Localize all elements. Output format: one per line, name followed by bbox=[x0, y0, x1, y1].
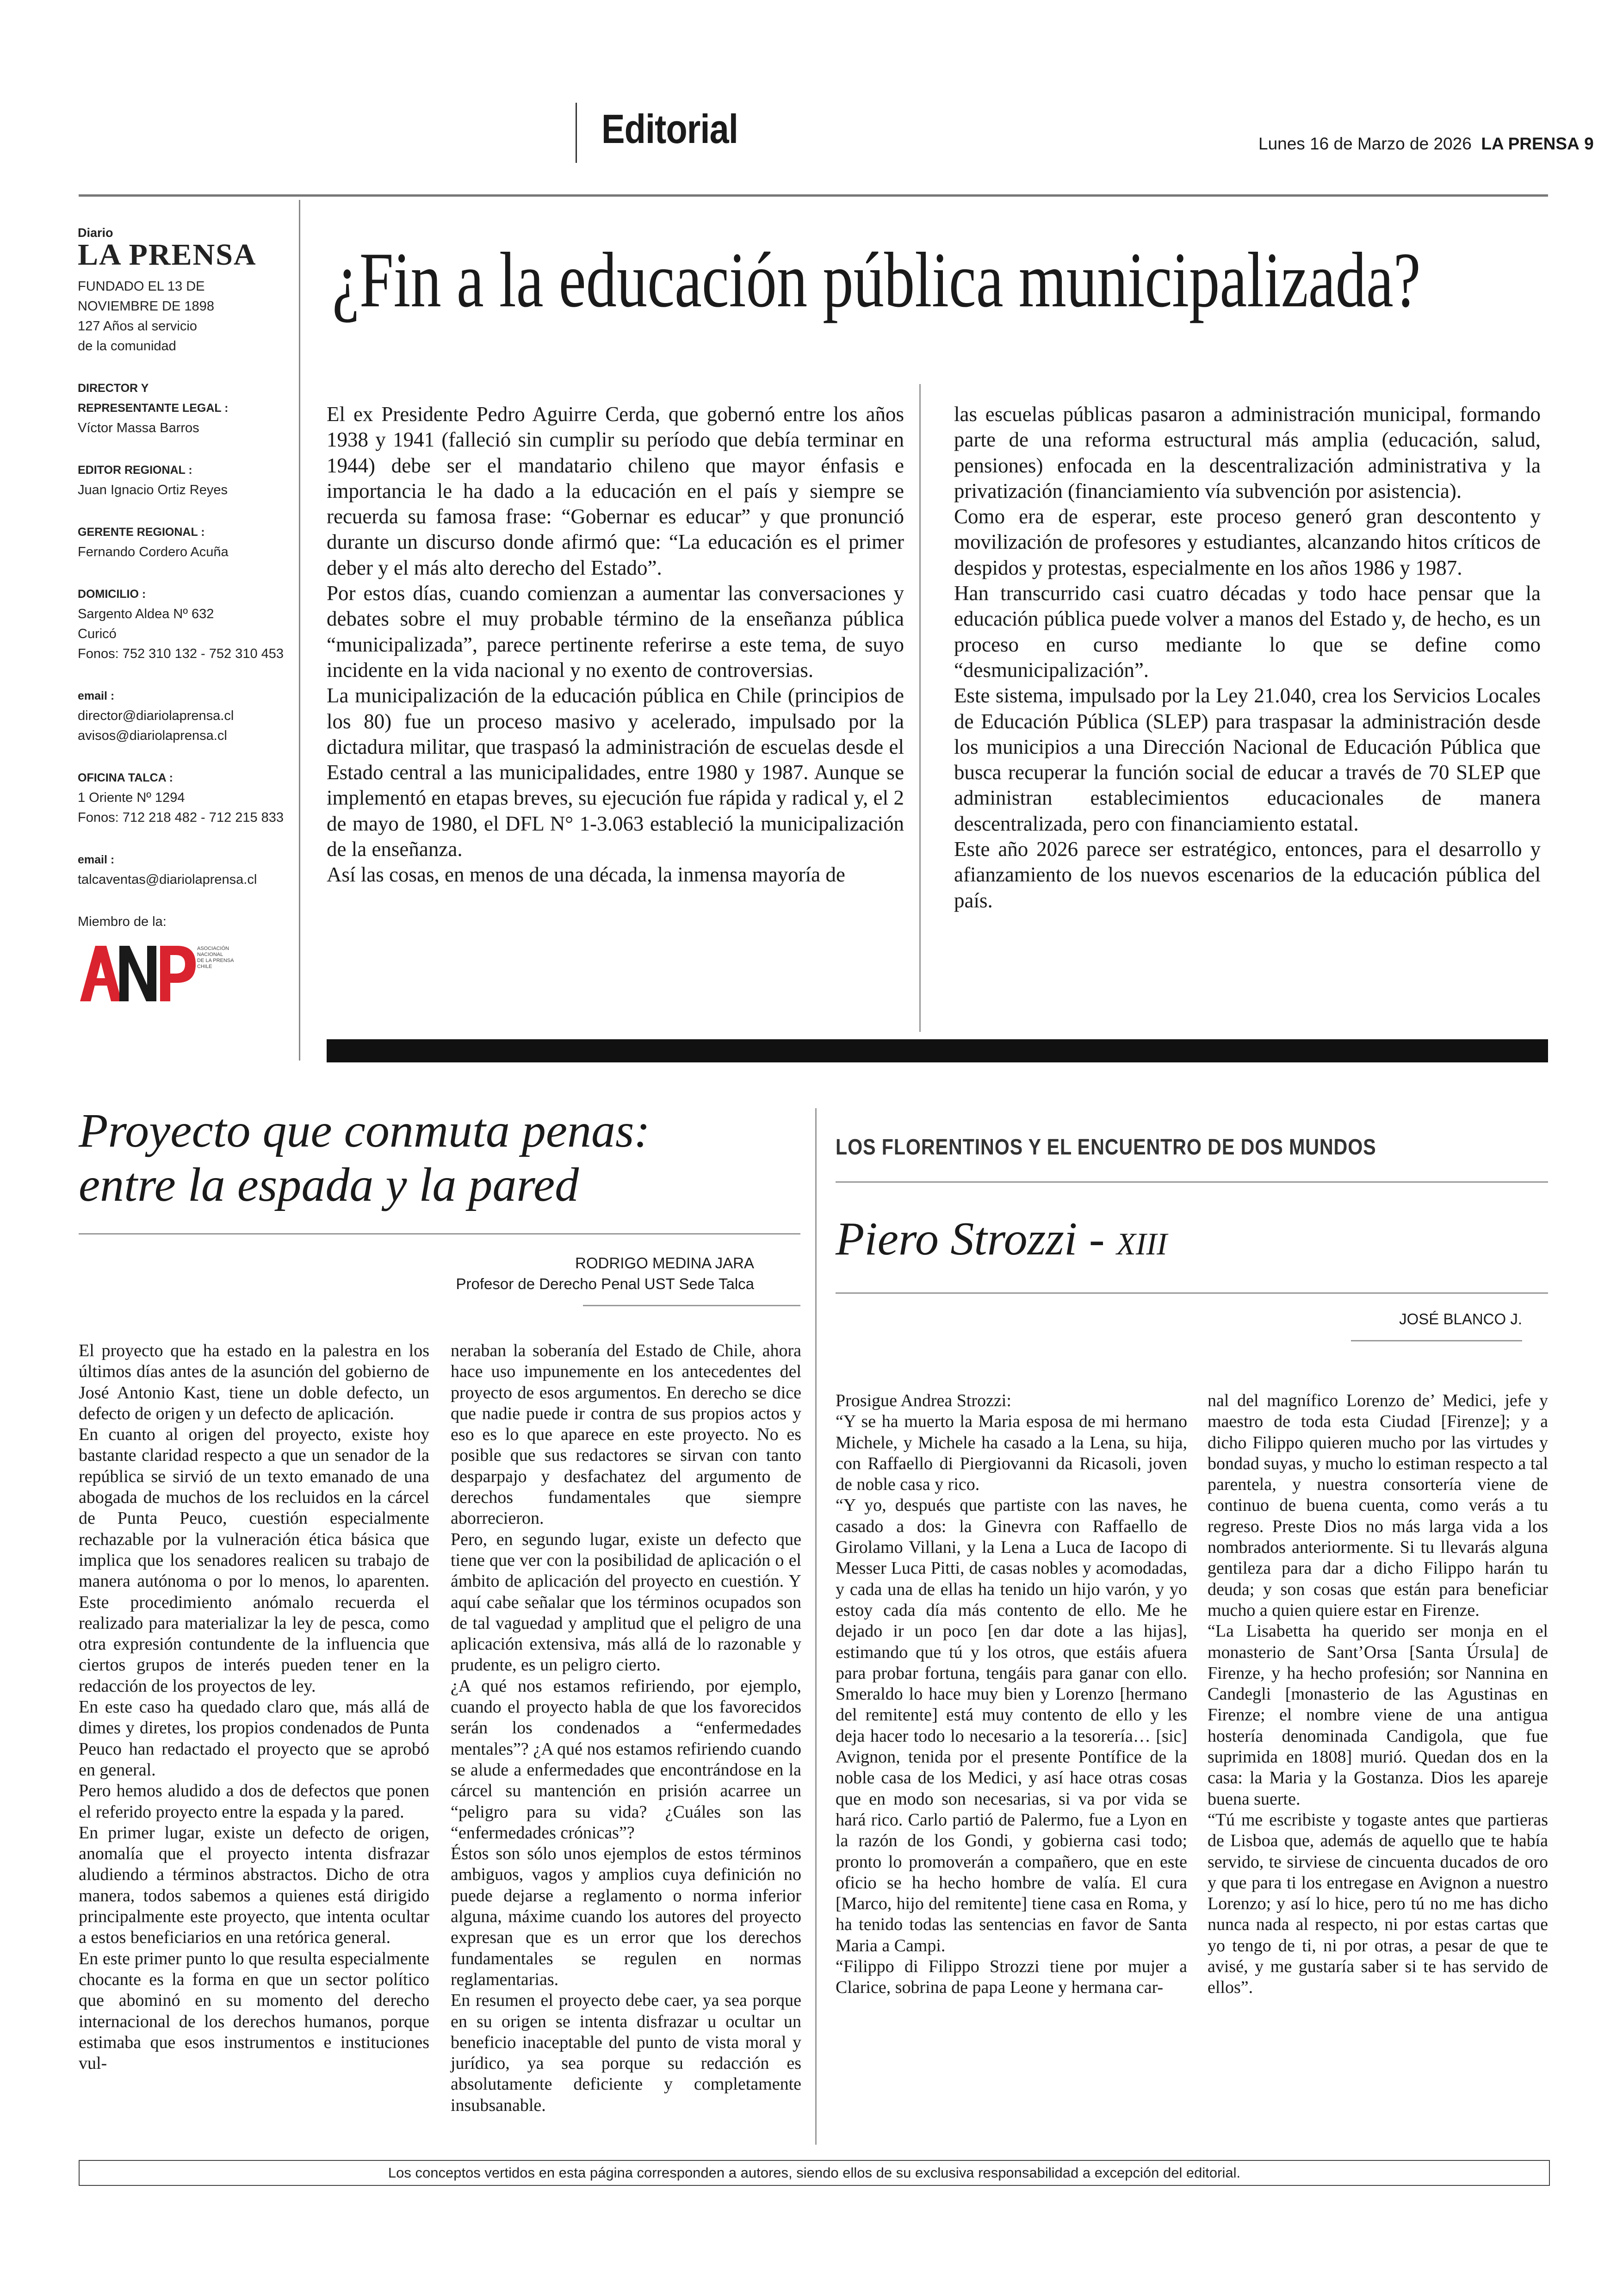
masthead-director bbox=[78, 379, 291, 438]
header-divider-vertical bbox=[576, 103, 577, 163]
editorial-paragraph: La municipalización de la educación pública en Chile (principios de los 80) fue un proceso masivo y acelerado, impulsado por la dictadura militar, que traspasó la administración de escuelas desde el Estado central a las municipalidades, entre 1980 y 1987. Aunque se implementó en etapas breves, su ejecución fue rápida y radical y, el 2 de mayo de 1980, el DFL N° 1-3.063 estableció la municipalización de la enseñanza. bbox=[327, 684, 904, 861]
editorial-paragraph: Por estos días, cuando comienzan a aumentar las conversaciones y debates sobre el muy probable término de la enseñanza pública “municipalizada”, parece pertinente referirse a este tema, de suyo incidente en la vida nacional y no exento de controversias. bbox=[327, 582, 904, 682]
address-line: Fonos: 752 310 132 - 752 310 453 bbox=[78, 646, 284, 661]
masthead-manager bbox=[78, 522, 291, 562]
editorial-paragraph: Este sistema, impulsado por la Ley 21.040, crea los Servicios Locales de Educación Pública (SLEP) para traspasar la administración desde los municipios a una Dirección Nacional de Educación Pública que busca recuperar la función social de educar a través de 70 SLEP que administran establecimientos educacionales de manera descentralizada, pero con financiamiento estatal. bbox=[954, 684, 1541, 835]
article-left-paragraph: Éstos son sólo unos ejemplos de estos términos ambiguos, vagos y amplios cuya definición no puede dejarse a reglamento o norma inferior alguna, máxime cuando los autores del proyecto expresan que es un error que los derechos fundamentales se regulen en normas reglamentarias. bbox=[451, 1844, 801, 1989]
article-left-title-line: entre la espada y la pared bbox=[79, 1158, 579, 1211]
article-right-paragraph: “Y se ha muerto la Maria esposa de mi hermano Michele, y Michele ha casado a la Lena, su hija, con Raffaello di Piergiovanni da Ricasoli, joven de noble casa y rico. bbox=[836, 1412, 1187, 1495]
email-address[interactable]: avisos@diariolaprensa.cl bbox=[78, 728, 227, 743]
anp-logo bbox=[78, 941, 291, 1011]
header-rule bbox=[79, 194, 1548, 197]
email2-address[interactable]: talcaventas@diariolaprensa.cl bbox=[78, 872, 257, 887]
masthead-logo: LA PRENSA bbox=[78, 238, 257, 272]
editorial-paragraph: Este año 2026 parece ser estratégico, entonces, para el desarrollo y afianzamiento de los nuevos escenarios de la educación pública del país. bbox=[954, 838, 1541, 912]
editorial-column-1 bbox=[327, 402, 904, 888]
address-line: Curicó bbox=[78, 627, 117, 641]
anp-text bbox=[197, 946, 234, 970]
address-line: Sargento Aldea Nº 632 bbox=[78, 607, 214, 621]
article-left-byline-rule bbox=[583, 1305, 800, 1306]
article-right-kicker-rule bbox=[836, 1181, 1548, 1183]
article-right-kicker: LOS FLORENTINOS Y EL ENCUENTRO DE DOS MUNDOS bbox=[836, 1135, 1376, 1160]
article-left-author: RODRIGO MEDINA JARA bbox=[575, 1254, 754, 1272]
anp-logo-icon bbox=[78, 941, 217, 1006]
masthead-editor bbox=[78, 460, 291, 500]
email-address[interactable]: director@diariolaprensa.cl bbox=[78, 708, 234, 723]
article-right-paragraph: “La Lisabetta ha querido ser monja en el monasterio de Sant’Orsa [Santa Úrsula] de Firenze, y ha hecho profesión; sor Nannina en Candegli [monasterio de las Agustinas en Firenze; el nombre viene de una antigua hostería denominada Candigola, que fue suprimida en 1808] murió. Quedan dos en la casa: la Maria y la Gostanza. Dios les apareje buena suerte. bbox=[1208, 1621, 1548, 1809]
article-left-paragraph: En cuanto al origen del proyecto, existe hoy bastante claridad respecto a que un senador de la república se sirvió de un texto emanado de una abogada de muchos de los recluidos en la cárcel de Punta Peuco, cuestión especialmente rechazable por la vulneración ética básica que implica que los senadores realicen su trabajo de manera autónoma o por lo menos, lo aparenten. Este procedimiento anómalo recuerda el realizado para materializar la ley de pesca, como otra expresión contundente de la influencia que ciertos grupos de interés pueden tener en la redacción de los proyectos de ley. bbox=[79, 1425, 429, 1696]
director-label: REPRESENTANTE LEGAL : bbox=[78, 402, 229, 415]
article-right-title bbox=[836, 1211, 1167, 1272]
manager-label: GERENTE REGIONAL : bbox=[78, 526, 205, 539]
section-title: Editorial bbox=[601, 106, 738, 152]
director-name: Víctor Massa Barros bbox=[78, 421, 199, 435]
anp-text-line: NACIONAL bbox=[197, 952, 223, 957]
article-left-paragraph: El proyecto que ha estado en la palestra en los últimos días antes de la asunción del gobierno de José Antonio Kast, tiene un doble defecto, un defecto de origen y un defecto de aplicación. bbox=[79, 1341, 429, 1423]
article-left-title-rule bbox=[79, 1233, 800, 1235]
page-number: 9 bbox=[1584, 134, 1594, 153]
article-right-title-text: Piero Strozzi - bbox=[836, 1213, 1117, 1265]
editorial-paragraph: Han transcurrido casi cuatro décadas y todo hace pensar que la educación pública puede volver a manos del Estado y, de hecho, es un proceso en curso mediante lo que se define como “desmunicipalización”. bbox=[954, 582, 1541, 682]
article-left-byline bbox=[416, 1253, 754, 1294]
article-left-column-1 bbox=[79, 1340, 429, 2074]
masthead-email bbox=[78, 686, 291, 746]
article-right-byline-rule bbox=[1351, 1340, 1522, 1341]
article-left-author-role: Profesor de Derecho Penal UST Sede Talca bbox=[456, 1275, 754, 1292]
anp-text-line: ASOCIACIÓN bbox=[197, 946, 229, 951]
article-right-paragraph: nal del magnífico Lorenzo de’ Medici, jefe y maestro de toda esta Ciudad [Firenze]; y a dicho Filippo quieren mucho por las virtudes y bondad suyas, y mucho lo estiman respecto a tal parentela, y nuestra consortería viene de continuo de buena cuenta, como verás a tu regreso. Preste Dios no más larga vida a los nombrados anteriormente. Si tu llevarás alguna gentileza para dar a dicho Filippo harán tu deuda; y son cosas que están para beneficiar mucho a quien quiere estar en Firenze. bbox=[1208, 1391, 1548, 1620]
anp-text-line: DE LA PRENSA bbox=[197, 958, 234, 963]
founded-line: FUNDADO EL 13 DE bbox=[78, 279, 205, 294]
article-left-paragraph: En resumen el proyecto debe caer, ya sea porque en su origen se intenta disfrazar u ocultar un beneficio inaceptable del punto de vista moral y jurídico, ya sea porque su redacción es absolutamente deficiente y completamente insubsanable. bbox=[451, 1991, 801, 2115]
masthead-email2 bbox=[78, 850, 291, 890]
masthead-founded bbox=[78, 277, 291, 356]
article-left-paragraph: ¿A qué nos estamos refiriendo, por ejemplo, cuando el proyecto habla de que los favorecidos serán los condenados a “enfermedades mentales”? ¿A qué nos estamos refiriendo cuando se alude a enfermedades que encontrándose en la cárcel su mantención en prisión acarree un “peligro para su vida? ¿Cuáles son las “enfermedades crónicas”? bbox=[451, 1676, 801, 1843]
article-left-title bbox=[79, 1104, 800, 1212]
masthead bbox=[78, 226, 291, 1011]
masthead-talca bbox=[78, 768, 291, 828]
email2-label: email : bbox=[78, 853, 115, 866]
editorial-paragraph: Así las cosas, en menos de una década, la inmensa mayoría de bbox=[327, 863, 845, 887]
article-left-paragraph: En este caso ha quedado claro que, más allá de dimes y diretes, los propios condenados de Punta Peuco han redactado el proyecto que se aprobó en general. bbox=[79, 1697, 429, 1780]
article-left-title-line: Proyecto que conmuta penas: bbox=[79, 1104, 650, 1157]
article-left-paragraph: En primer lugar, existe un defecto de origen, anomalía que el proyecto intenta disfrazar aludiendo a términos abstractos. Dicho de otra manera, todos sabemos a quienes está dirigido principalmente este proyecto, que intenta ocultar a estos beneficiarios en una retórica general. bbox=[79, 1823, 429, 1948]
address-label: DOMICILIO : bbox=[78, 588, 146, 601]
article-left-column-2 bbox=[451, 1340, 801, 2116]
sidebar-divider bbox=[299, 200, 300, 1061]
article-right-paragraph: Prosigue Andrea Strozzi: bbox=[836, 1391, 1011, 1410]
article-right-title-part: XIII bbox=[1116, 1226, 1167, 1261]
footer-disclaimer: Los conceptos vertidos en esta página corresponden a autores, siendo ellos de su exclusiva responsabilidad a excepción del editorial. bbox=[79, 2160, 1550, 2186]
editorial-bottom-bar bbox=[327, 1039, 1548, 1062]
masthead-label: Diario bbox=[78, 226, 113, 240]
articles-divider bbox=[815, 1108, 817, 2145]
editorial-column-divider bbox=[919, 384, 921, 1032]
article-right-paragraph: “Y yo, después que partiste con las naves, he casado a dos: la Ginevra con Raffaello de Girolamo Villani, y la Lena a Luca de Iacopo di Messer Luca Pitti, de casas nobles y acomodadas, y cada una de ellas ha tenido un hijo varón, y yo estoy cada día más contento de ello. Me he dejado ir un poco [en dar dote a las hijas], estimando que tú y los otros, que estáis afuera para probar fortuna, tengáis para ganar con ello. Smeraldo lo hace muy bien y Lorenzo [hermano del remitente] está muy contento de ello y les deja hacer todo lo necesario a la tesorería… [sic] Avignon, tenida por el presente Pontífice de la noble casa de los Medici, y así hace otras cosas que en modo son necesarias, si va por vida se hará rico. Carlo partió de Palermo, fue a Lyon en la razón de los Gondi, y gobierna casi todo; pronto lo promoverán a compañero, que en este oficio se ha hecho hombre de valía. El cura [Marco, hijo del remitente] tiene casa en Roma, y ha tenido todas las sentencias en favor de Santa Maria a Campi. bbox=[836, 1496, 1187, 1955]
article-right-paragraph: “Filippo di Filippo Strozzi tiene por mujer a Clarice, sobrina de papa Leone y hermana car- bbox=[836, 1957, 1187, 1998]
founded-line: de la comunidad bbox=[78, 339, 176, 354]
masthead-address bbox=[78, 584, 291, 664]
date: Lunes 16 de Marzo de 2026 bbox=[1258, 134, 1472, 153]
member-label: Miembro de la: bbox=[78, 914, 167, 929]
paper-name: LA PRENSA bbox=[1481, 134, 1580, 153]
article-left-paragraph: Pero hemos aludido a dos de defectos que ponen el referido proyecto entre la espada y la pared. bbox=[79, 1781, 429, 1822]
director-label: DIRECTOR Y bbox=[78, 382, 149, 395]
talca-label: OFICINA TALCA : bbox=[78, 771, 173, 784]
article-right-author: JOSÉ BLANCO J. bbox=[1399, 1310, 1522, 1328]
editorial-headline: ¿Fin a la educación pública municipalizada? bbox=[332, 236, 1421, 323]
email-label: email : bbox=[78, 689, 115, 702]
editorial-paragraph: El ex Presidente Pedro Aguirre Cerda, que gobernó entre los años 1938 y 1941 (falleció sin cumplir su período que debía terminar en 1944) debe ser el mandatario chileno que mayor énfasis e importancia le ha dado a la educación en el país y siempre se recuerda su famosa frase: “Gobernar es educar” y que pronunció durante un discurso donde afirmó que: “La educación es el primer deber y el más alto derecho del Estado”. bbox=[327, 403, 904, 579]
article-left-paragraph: En este primer punto lo que resulta especialmente chocante es la forma en que un sector político que abominó en su momento del derecho internacional de los derechos humanos, porque estimaba que esos instrumentos e instituciones vul- bbox=[79, 1948, 429, 2073]
talca-line: Fonos: 712 218 482 - 712 215 833 bbox=[78, 810, 284, 825]
editorial-paragraph: las escuelas públicas pasaron a administración municipal, formando parte de una reforma estructural más amplia (educación, salud, pensiones) enfocada en la descentralización administrativa y la privatización (financiamiento vía subvención por asistencia). bbox=[954, 403, 1541, 503]
article-right-title-rule bbox=[836, 1292, 1548, 1294]
talca-line: 1 Oriente Nº 1294 bbox=[78, 790, 185, 805]
article-right-paragraph: “Tú me escribiste y togaste antes que partieras de Lisboa que, además de aquello que te había servido, te sirviese de cincuenta ducados de oro y que para ti los entregase en Avignon a nuestro Lorenzo; y así lo hice, pero tú no me has dicho nunca nada al respecto, ni por estas cartas que yo tengo de ti, ni por otras, a pesar de que te avisé, y me gustaría saber si te has servido de ellos”. bbox=[1208, 1810, 1548, 1998]
article-right-column-2 bbox=[1208, 1390, 1548, 1998]
editorial-column-2 bbox=[954, 402, 1541, 913]
anp-text-line: CHILE bbox=[197, 964, 212, 969]
article-left-paragraph: neraban la soberanía del Estado de Chile, ahora hace uso impunemente en los antecedentes del proyecto de esos argumentos. En derecho se dice que nadie puede ir contra de sus propios actos y eso es lo que aparece en este proyecto. No es posible que sus redactores se sirvan con tanto desparpajo y desfachatez del argumento de derechos fundamentales que siempre aborrecieron. bbox=[451, 1341, 801, 1528]
editorial-paragraph: Como era de esperar, este proceso generó gran descontento y movilización de profesores y estudiantes, alcanzando hitos críticos de despidos y protestas, especialmente en los años 1986 y 1987. bbox=[954, 505, 1541, 579]
dateline bbox=[1258, 134, 1594, 154]
manager-name: Fernando Cordero Acuña bbox=[78, 545, 229, 559]
article-left-paragraph: Pero, en segundo lugar, existe un defecto que tiene que ver con la posibilidad de aplicación o el ámbito de aplicación del proyecto en cuestión. Y aquí cabe señalar que los términos ocupados son de tal vaguedad y amplitud que el peligro de una aplicación extensiva, más allá de lo razonable y prudente, es un peligro cierto. bbox=[451, 1529, 801, 1675]
founded-line: 127 Años al servicio bbox=[78, 319, 197, 334]
editor-label: EDITOR REGIONAL : bbox=[78, 464, 192, 477]
editor-name: Juan Ignacio Ortiz Reyes bbox=[78, 483, 228, 497]
founded-line: NOVIEMBRE DE 1898 bbox=[78, 299, 214, 314]
article-right-column-1 bbox=[836, 1390, 1187, 1998]
